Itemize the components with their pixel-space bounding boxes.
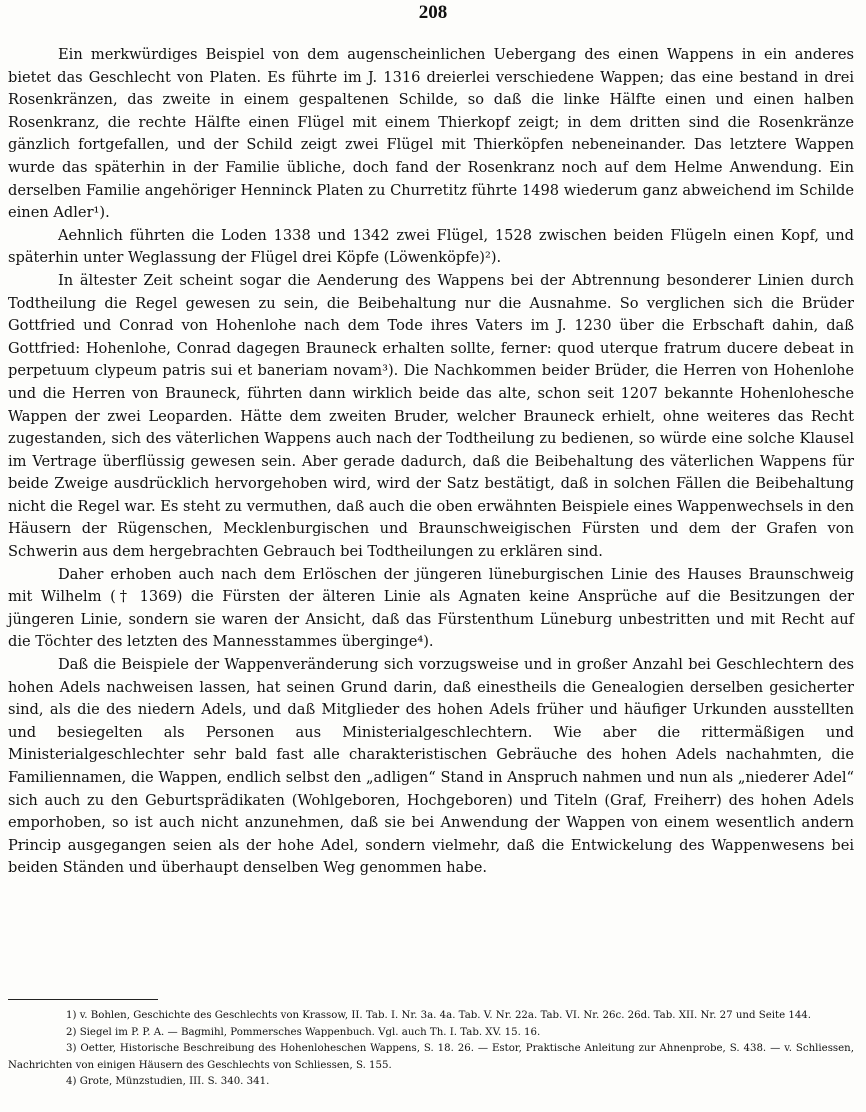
page-number: 208	[418, 2, 448, 23]
footnote-separator	[8, 999, 158, 1000]
paragraph: In ältester Zeit scheint sogar die Aenderung des Wappens bei der Abtrennung besonderer Linien durch Todtheilung die Regel gewesen zu sein, die Beibehaltung nur die Ausnahme. So verglichen sich die Brüder Gottfried und Conrad von Hohenlohe nach dem Tode ihres Vaters im J. 1230 über die Erbschaft dahin, daß Gottfried: Hohenlohe, Conrad dagegen Brauneck erhalten sollte, ferner: quod uterque fratrum ducere debeat in perpetuum clypeum patris sui et baneriam novam³). Die Nachkommen beider Brüder, die Herren von Hohenlohe und die Herren von Brauneck, führten dann wirklich beide das alte, schon seit 1207 bekannte Hohenlohesche Wappen der zwei Leoparden. Hätte dem zweiten Bruder, welcher Brauneck erhielt, ohne weiteres das Recht zugestanden, sich des väterlichen Wappens auch nach der Todtheilung zu bedienen, so würde eine solche Klausel im Vertrage überflüssig gewesen sein. Aber gerade dadurch, daß die Beibehaltung des väterlichen Wappens für beide Zweige ausdrücklich hervorgehoben wird, wird der Satz bestätigt, daß in solchen Fällen die Beibehaltung nicht die Regel war. Es steht zu vermuthen, daß auch die oben erwähnten Beispiele eines Wappenwechsels in den Häusern der Rügenschen, Mecklenburgischen und Braunschweigischen Fürsten und dem der Grafen von Schwerin aus dem hergebrachten Gebrauch bei Todtheilungen zu erklären sind.	[8, 271, 854, 561]
paragraph: Daß die Beispiele der Wappenveränderung sich vorzugsweise und in großer Anzahl bei Geschlechtern des hohen Adels nachweisen lassen, hat seinen Grund darin, daß einestheils die Genealogien derselben gesicherter sind, als die des niedern Adels, und daß Mitglieder des hohen Adels früher und häufiger Urkunden ausstellten und besiegelten als Personen aus Ministerialgeschlechtern. Wie aber die rittermäßigen und Ministerialgeschlechter sehr bald fast alle charakteristischen Gebräuche des hohen Adels nachahmten, die Familiennamen, die Wappen, endlich selbst den „adligen“ Stand in Anspruch nahmen und nun als „niederer Adel“ sich auch zu den Geburtsprädikaten (Wohlgeboren, Hochgeboren) und Titeln (Graf, Freiherr) des hohen Adels emporhoben, so ist auch nicht anzunehmen, daß sie bei Anwendung der Wappen von einem wesentlich andern Princip ausgegangen seien als der hohe Adel, sondern vielmehr, daß die Entwickelung des Wappenwesens bei beiden Ständen und überhaupt denselben Weg genommen habe.	[8, 656, 854, 877]
body-text	[8, 44, 854, 880]
paragraph: Daher erhoben auch nach dem Erlöschen der jüngeren lüneburgischen Linie des Hauses Braunschweig mit Wilhelm († 1369) die Fürsten der älteren Linie als Agnaten keine Ansprüche auf die Besitzungen der jüngeren Linie, sondern sie waren der Ansicht, daß das Fürstenthum Lüneburg unbestritten und mit Recht auf die Töchter des letzten des Mannesstammes überginge⁴).	[8, 565, 854, 651]
footnotes	[8, 1008, 854, 1091]
footnote: 4) Grote, Münzstudien, III. S. 340. 341.	[66, 1076, 270, 1087]
footnote: 3) Oetter, Historische Beschreibung des Hohenloheschen Wappens, S. 18. 26. — Estor, Praktische Anleitung zur Ahnenprobe, S. 438. — v. Schliessen, Nachrichten von einigen Häusern des Geschlechts von Schliessen, S. 155.	[8, 1043, 854, 1071]
footnote: 2) Siegel im P. P. A. — Bagmihl, Pommersches Wappenbuch. Vgl. auch Th. I. Tab. XV. 15. 16.	[66, 1026, 541, 1038]
paragraph: Ein merkwürdiges Beispiel von dem augenscheinlichen Uebergang des einen Wappens in ein anderes bietet das Geschlecht von Platen. Es führte im J. 1316 dreierlei verschiedene Wappen; das eine bestand in drei Rosenkränzen, das zweite in einem gespaltenen Schilde, so daß die linke Hälfte einen und einen halben Rosenkranz, die rechte Hälfte einen Flügel mit einem Thierkopf zeigt; in dem dritten sind die Rosenkränze gänzlich fortgefallen, und der Schild zeigt zwei Flügel mit Thierköpfen nebeneinander. Das letztere Wappen wurde das späterhin in der Familie übliche, doch fand der Rosenkranz noch auf dem Helme Anwendung. Ein derselben Familie angehöriger Henninck Platen zu Churretitz führte 1498 wiederum ganz abweichend im Schilde einen Adler¹).	[8, 46, 854, 222]
paragraph: Aehnlich führten die Loden 1338 und 1342 zwei Flügel, 1528 zwischen beiden Flügeln einen Kopf, und späterhin unter Weglassung der Flügel drei Köpfe (Löwenköpfe)²).	[8, 226, 854, 267]
footnote: 1) v. Bohlen, Geschichte des Geschlechts von Krassow, II. Tab. I. Nr. 3a. 4a. Tab. V. Nr. 22a. Tab. VI. Nr. 26c. 26d. Tab. XII. Nr. 27 und Seite 144.	[66, 1010, 812, 1021]
